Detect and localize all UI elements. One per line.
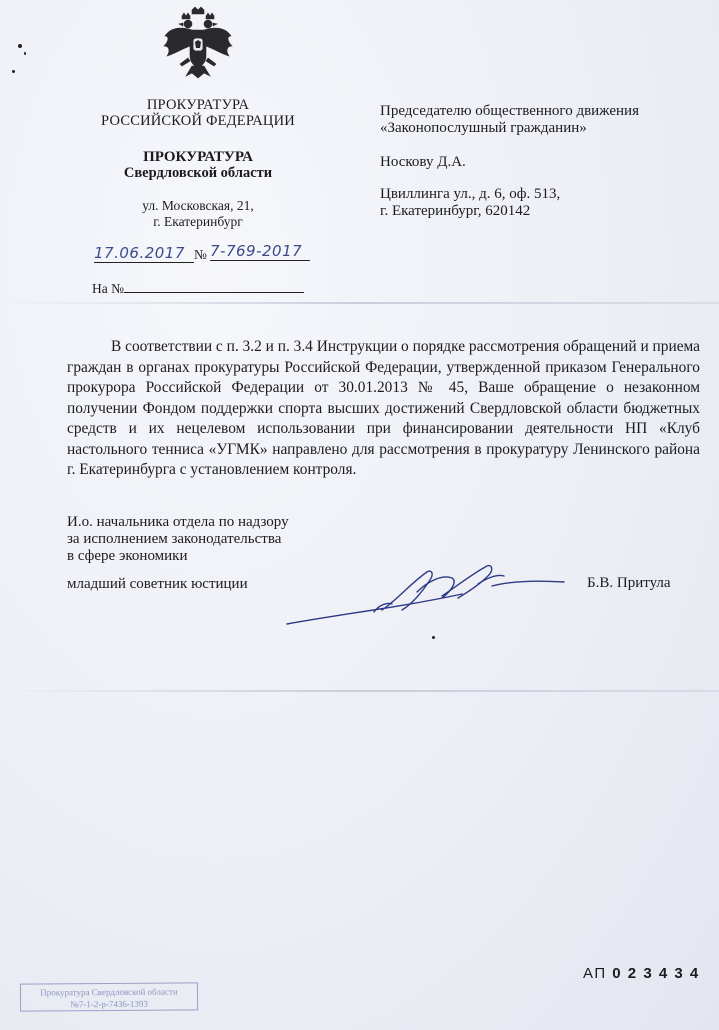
recipient-block [380, 103, 700, 220]
signer-name: Б.В. Притула [587, 575, 671, 591]
office-region: Свердловской области [123, 165, 273, 181]
stamp-line1: Прокуратура Свердловской области [40, 986, 178, 998]
recipient-address-line2: г. Екатеринбург, 620142 [380, 203, 531, 219]
registration-line [88, 244, 313, 268]
stamp-line2: №7-1-2-р-7436-1393 [70, 998, 148, 1010]
number-symbol: № [194, 247, 207, 262]
reply-to-blank [124, 280, 304, 293]
position-line3: в сфере экономики [67, 548, 188, 564]
paper-fold-line [0, 690, 719, 692]
position-line1: И.о. начальника отдела по надзору [67, 514, 289, 530]
reply-to-line [92, 280, 312, 297]
reply-to-label: На № [92, 281, 124, 296]
serial-digits: 0 2 3 4 3 4 [612, 965, 700, 982]
handwritten-signature-icon [282, 552, 572, 632]
form-serial-number [583, 965, 700, 982]
registration-stamp [20, 982, 198, 1011]
recipient-line1: Председателю общественного движения [380, 103, 639, 119]
letter-body: В соответствии с п. 3.2 и п. 3.4 Инструкции о порядке рассмотрения обращений и приема граждан в органах прокуратуры Российской Федерации, утвержденной приказом Генерального прокурора Российской Федерации от 30.01.2013 № 45, Ваше обращение о незаконном получении Фондом поддержки спорта высших достижений Свердловской области бюджетных средств и их нецелевом использовании при финансировании деятельности НП «Клуб настольного тенниса «УГМК» направлено для рассмотрения в прокуратуру Ленинского района г. Екатеринбурга с установлением контроля. [67, 338, 700, 478]
sender-address-line1: ул. Московская, 21, [142, 198, 254, 213]
sender-address-line2: г. Екатеринбург [153, 214, 243, 229]
scan-speck [18, 44, 22, 48]
signatory-rank: младший советник юстиции [67, 576, 248, 592]
position-line2: за исполнением законодательства [67, 531, 282, 547]
recipient-line2: «Законопослушный гражданин» [380, 120, 587, 136]
org-name-line1: ПРОКУРАТУРА [146, 97, 250, 113]
sender-header [88, 97, 308, 230]
org-name-line2: РОССИЙСКОЙ ФЕДЕРАЦИИ [101, 113, 295, 129]
recipient-address-line1: Цвиллинга ул., д. 6, оф. 513, [380, 186, 561, 202]
office-title: ПРОКУРАТУРА [143, 149, 253, 165]
scan-speck [24, 52, 26, 55]
serial-prefix: АП [583, 965, 607, 982]
eagle-emblem-icon [162, 6, 234, 80]
scan-speck [432, 636, 435, 639]
scan-speck [12, 70, 15, 73]
handwritten-reg-number: 7-769-2017 [210, 242, 310, 261]
recipient-name: Носкову Д.А. [380, 154, 466, 170]
paper-fold-line [0, 302, 719, 304]
handwritten-date: 17.06.2017 [94, 244, 194, 263]
